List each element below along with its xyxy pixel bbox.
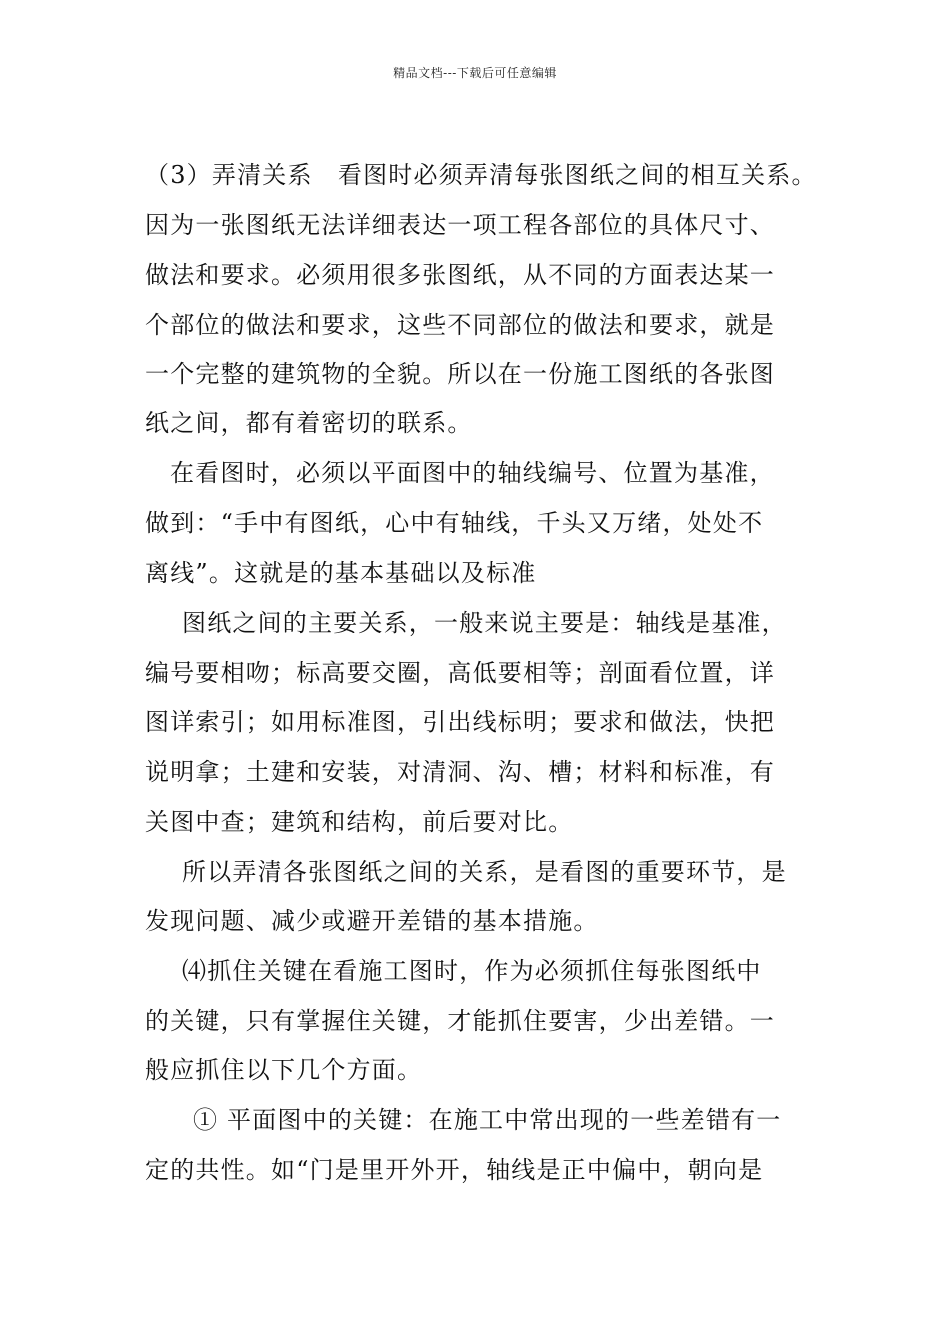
text-line: 做到：“手中有图纸，心中有轴线，千头又万绪，处处不 xyxy=(145,509,764,537)
text-line: 般应抓住以下几个方面。 xyxy=(145,1056,423,1084)
text-line: 定的共性。如“门是里开外开，轴线是正中偏中，朝向是 xyxy=(145,1156,764,1184)
text-line: 因为一张图纸无法详细表达一项工程各部位的具体尺寸、 xyxy=(145,211,775,239)
text-line: 一个完整的建筑物的全貌。所以在一份施工图纸的各张图 xyxy=(145,360,775,388)
text-line: 的关键，只有掌握住关键，才能抓住要害，少出差错。一 xyxy=(145,1007,775,1035)
text-line: 在看图时，必须以平面图中的轴线编号、位置为基准， xyxy=(170,459,775,487)
text-line: 发现问题、减少或避开差错的基本措施。 xyxy=(145,907,599,935)
text-line: 所以弄清各张图纸之间的关系，是看图的重要环节，是 xyxy=(182,858,787,886)
text-line: 关图中查；建筑和结构，前后要对比。 xyxy=(145,808,574,836)
text-line: ① 平面图中的关键：在施工中常出现的一些差错有一 xyxy=(193,1106,782,1134)
text-line: 图详索引；如用标准图，引出线标明；要求和做法，快把 xyxy=(145,708,775,736)
text-line: 编号要相吻；标高要交圈，高低要相等；剖面看位置，详 xyxy=(145,659,775,687)
text-line: 图纸之间的主要关系，一般来说主要是：轴线是基准， xyxy=(182,609,787,637)
text-line: ⑷抓住关键在看施工图时，作为必须抓住每张图纸中 xyxy=(182,957,762,985)
text-line: 离线”。这就是的基本基础以及标准 xyxy=(145,559,537,587)
text-line: 说明拿；土建和安装，对清洞、沟、槽；材料和标准，有 xyxy=(145,758,775,786)
text-line: 做法和要求。必须用很多张图纸，从不同的方面表达某一 xyxy=(145,261,775,289)
text-line: 个部位的做法和要求，这些不同部位的做法和要求，就是 xyxy=(145,311,775,339)
page-header: 精品文档---下载后可任意编辑 xyxy=(393,66,557,80)
text-line: 纸之间，都有着密切的联系。 xyxy=(145,409,473,437)
text-line: （3）弄清关系 看图时必须弄清每张图纸之间的相互关系。 xyxy=(145,161,817,189)
